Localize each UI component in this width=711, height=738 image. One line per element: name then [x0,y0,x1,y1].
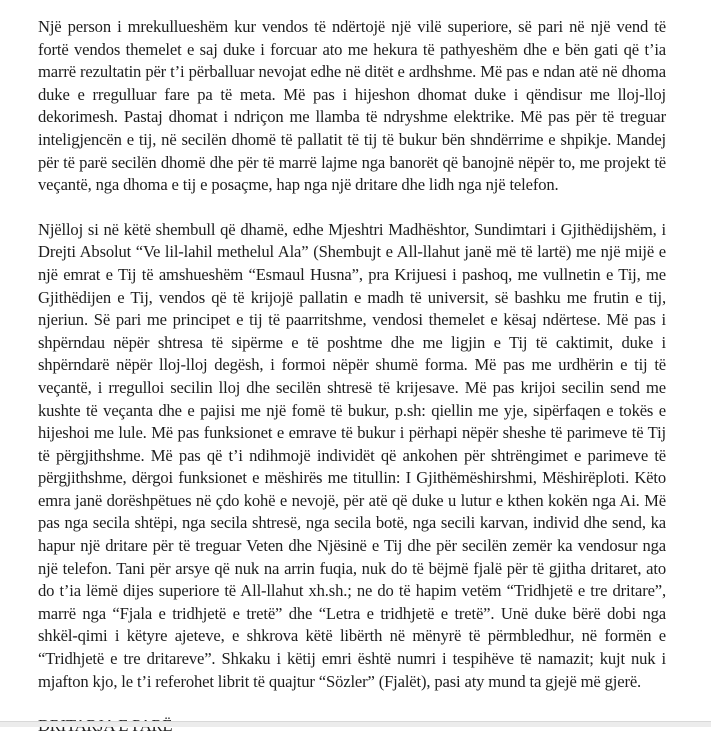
paragraph-analogy: Njëlloj si në këtë shembull që dhamë, edhe Mjeshtri Madhështor, Sundimtari i Gjithëdijshëm, i Drejti Absolut “Ve lil-lahil methelul Ala” (Shembujt e All-llahut janë më të lartë) me një mijë e një emrat e Tij të amshueshëm “Esmaul Husna”, pra Krijuesi i pashoq, me vullnetin e Tij, me Gjithëdijen e Tij, vendos që të krijojë pallatin e madh të universit, së bashku me frutin e tij, njeriun. Së pari me principet e tij të paarritshme, vendosi themelet e kësaj ndërtese. Më pas i shpërndau nëpër shtresa të sipërme e të poshtme dhe me ligjin e Tij të caktimit, duke i shpërndarë nëpër lloj-lloj degësh, i formoi nëpër shumë forma. Më pas me urdhërin e tij të veçantë, i rregulloi secilin lloj dhe secilën shtresë të krijesave. Më pas krijoi secilin send me kushte të veçanta dhe e pajisi me një fomë të bukur, p.sh: qiellin me yje, sipërfaqen e tokës e hijeshoi me lule. Më pas funksionet e emrave të bukur i përhapi nëpër sheshe të parimeve të Tij të përgjithshme. Më pas që t’i ndihmojë individët që ankohen për shtrëngimet e parimeve të përgjithshme, dërgoi funksionet e mëshirës me titullin: I Gjithëmëshirshmi, Mëshirëploti. Këto emra janë dorëshpëtues në çdo kohë e nevojë, për atë që duke u lutur e kthen kokën nga Ai. Më pas nga secila shtëpi, nga secila shtresë, nga secila botë, nga secili karvan, individ dhe send, ka hapur një dritare për të treguar Veten dhe Njësinë e Tij dhe për secilën zemër ka vendosur nga një telefon. Tani për arsye që nuk na arrin fuqia, nuk do të bëjmë fjalë për të gjitha dritaret, ato do t’ia lëmë dijes superiore të All-llahut xh.sh.; ne do të hapim vetëm “Tridhjetë e tre dritare”, marrë nga “Fjala e tridhjetë e tretë” dhe “Letra e tridhjetë e tretë”. Unë duke bërë dobi nga shkël-qimi i këtyre ajeteve, e shkrova këtë libërth në mënyrë të përmbledhur, në formën e “Tridhjetë e tre dritareve”. Shkaku i këtij emri është numri i tespihëve të namazit; kujt nuk i mjafton kjo, le t’i referohet librit të quajtur “Sözler” (Fjalët), pasi aty mund ta gjejë më gjerë. [38,219,666,691]
viewer-bottom-edge [0,721,711,727]
paragraph-intro: Një person i mrekullueshëm kur vendos të ndërtojë një vilë superiore, së pari në një vend të fortë vendos themelet e saj duke i forcuar ato me hekura të pathyeshëm dhe e bën gati që t’ia marrë rezultatin për t’i përballuar nevojat edhe në ditët e ardhshme. Më pas e ndan atë në dhoma duke e rregulluar fare pa të meta. Më pas i hijeshon dhomat duke i qëndisur me lloj-lloj dekorimesh. Pastaj dhomat i ndriçon me llamba të ndryshme elektrike. Më pas për të treguar inteligjencën e tij, në secilën dhomë të pallatit të tij të bukur bën shndërrime e shpikje. Mandej për të parë secilën dhomë dhe për të marrë lajme nga banorët që banojnë nëpër to, me projekt të veçantë, nga dhoma e tij e posaçme, hap nga një dritare dhe lidh nga një telefon. [38,17,666,195]
document-page [38,16,666,738]
